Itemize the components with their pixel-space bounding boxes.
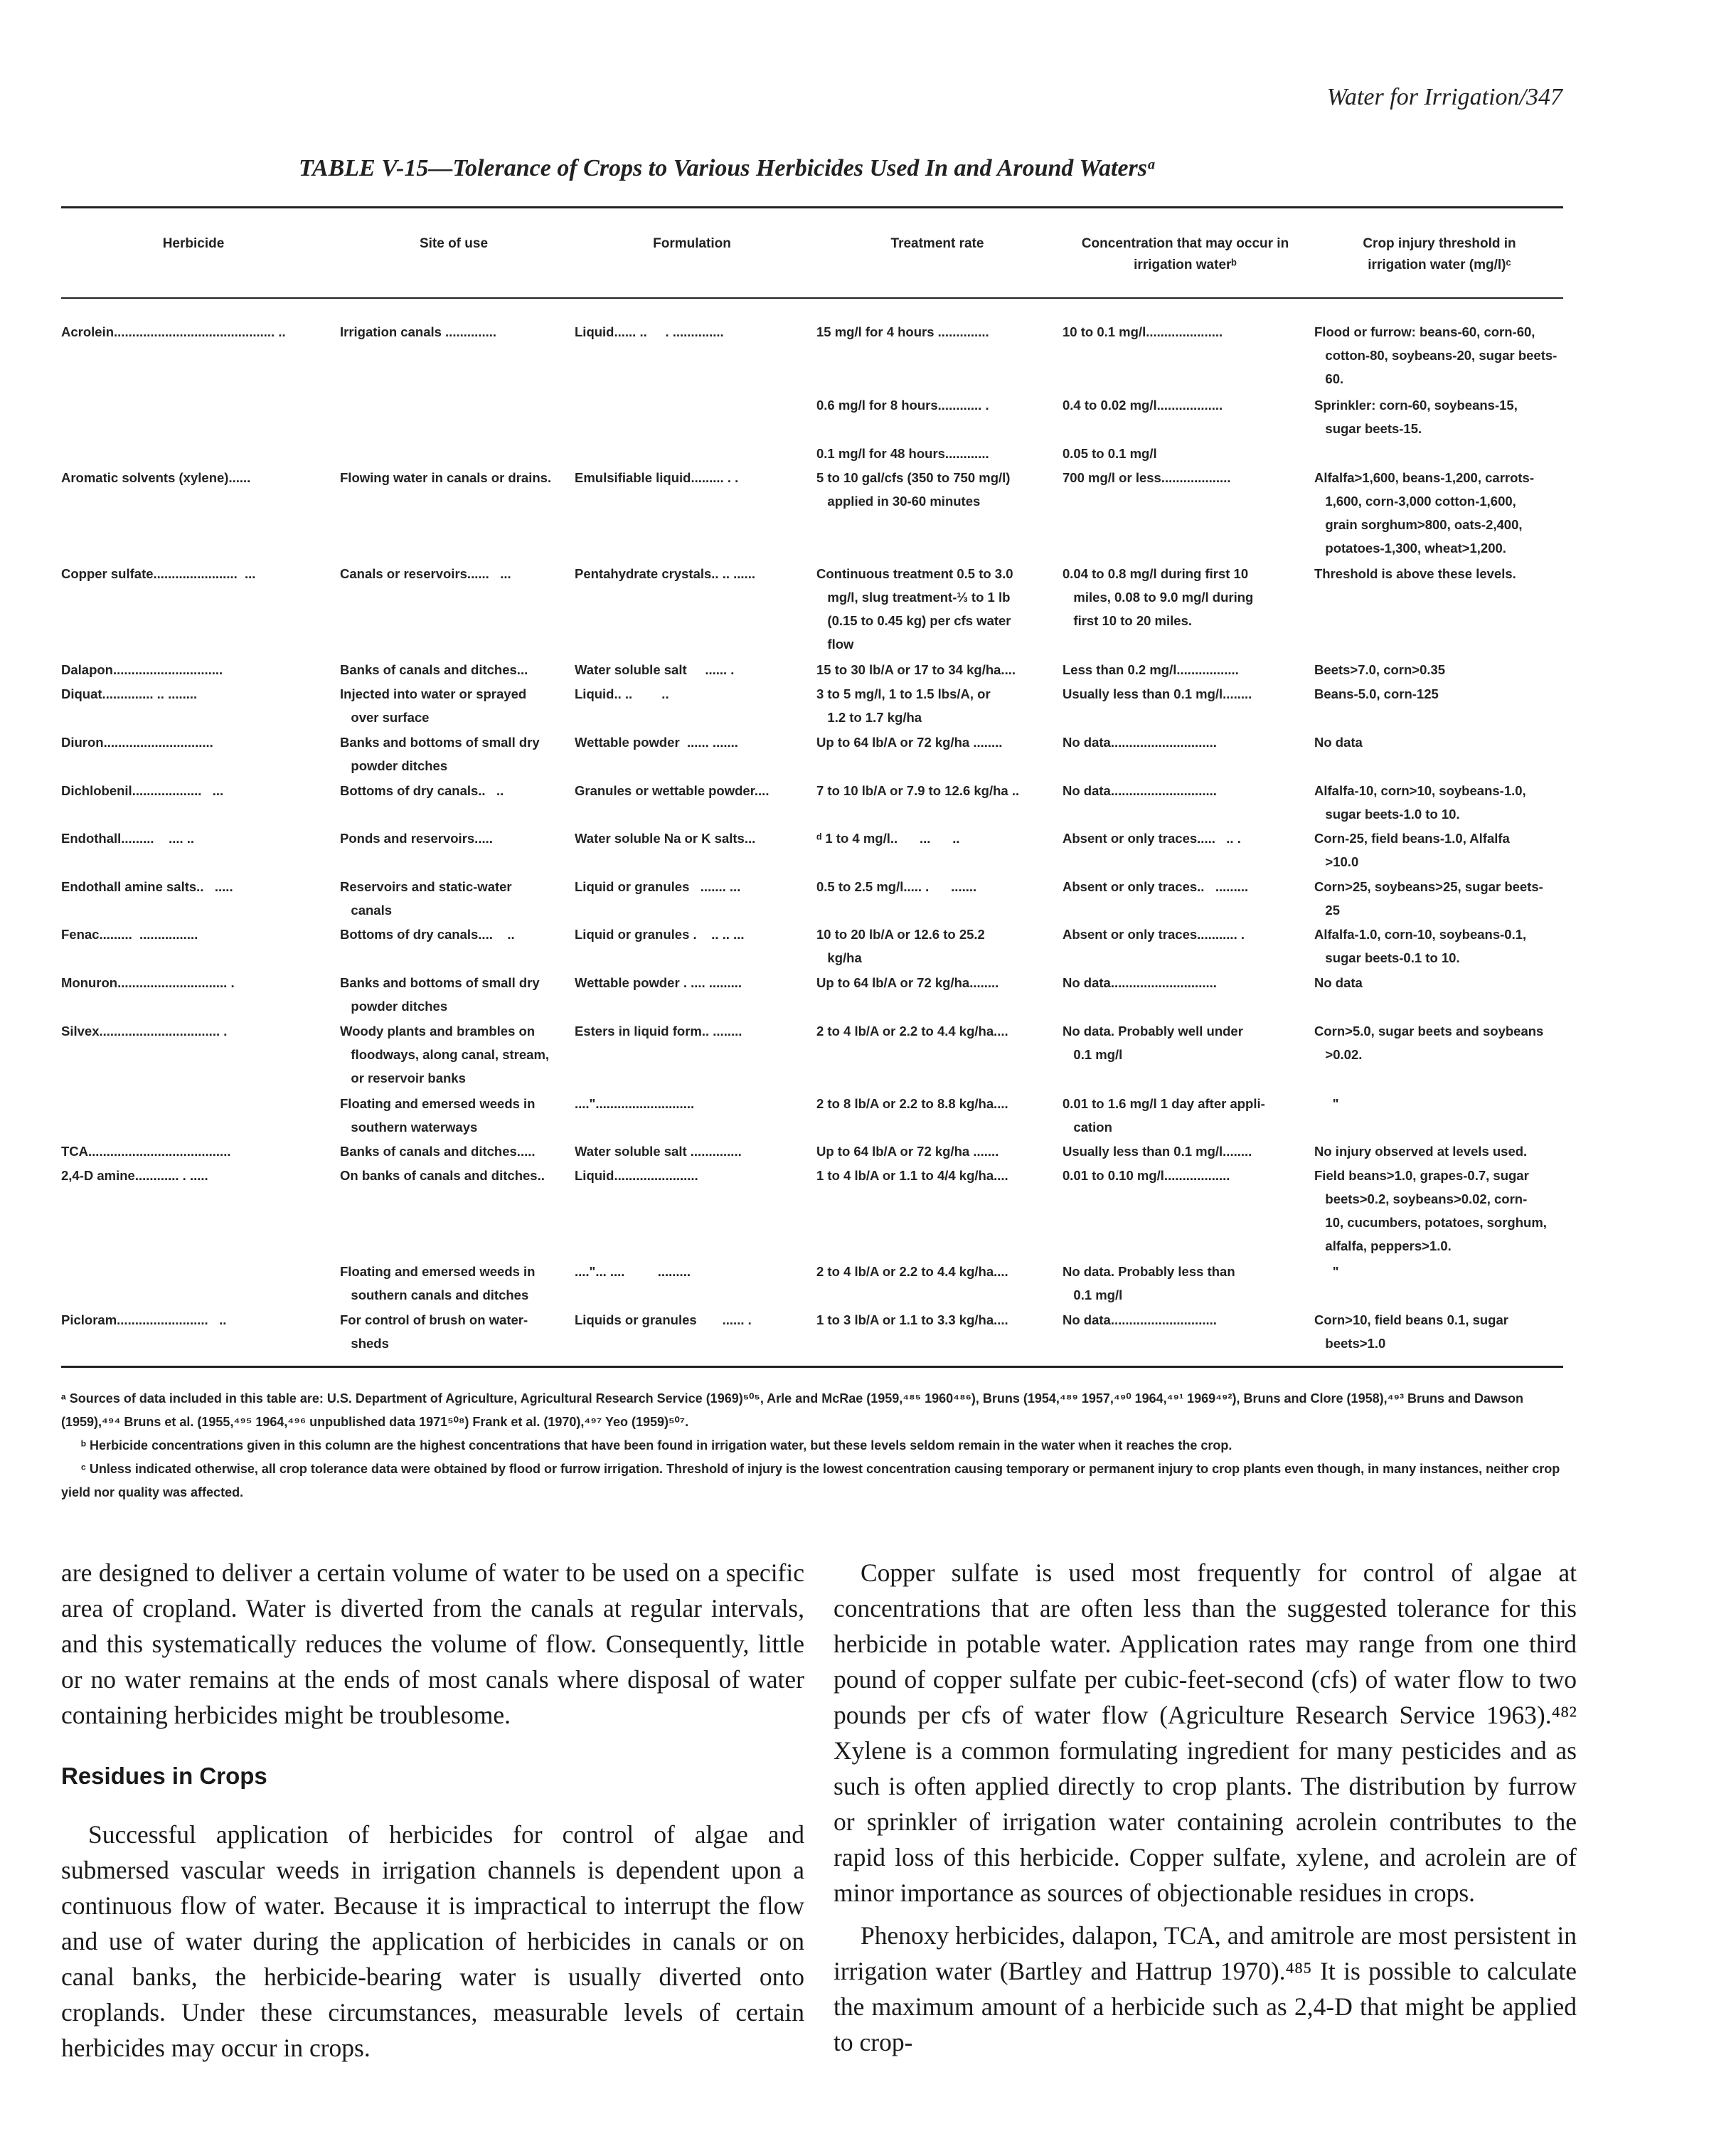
table-cell: Irrigation canals .............. bbox=[340, 324, 497, 339]
table-cell: Wettable powder ...... ....... bbox=[575, 735, 738, 750]
right-text-column bbox=[834, 1555, 1577, 2060]
table-cell: Absent or only traces........... . bbox=[1063, 927, 1245, 942]
table-cell: Endothall amine salts.. ..... bbox=[61, 879, 233, 894]
running-head: Water for Irrigation/347 bbox=[1326, 84, 1562, 110]
table-cell: Beets>7.0, corn>0.35 bbox=[1314, 662, 1446, 677]
table-cell: Diquat.............. .. ........ bbox=[61, 686, 198, 701]
table-cell: Usually less than 0.1 mg/l........ bbox=[1063, 686, 1252, 701]
table-cell: 2,4-D amine............ . ..... bbox=[61, 1168, 208, 1183]
table-cell: 0.4 to 0.02 mg/l.................. bbox=[1063, 398, 1223, 413]
table-cell: Banks of canals and ditches... bbox=[340, 662, 528, 677]
table-cell: For control of brush on water- sheds bbox=[340, 1312, 528, 1351]
table-cell: Injected into water or sprayed over surface bbox=[340, 686, 527, 725]
table-cell: Corn>25, soybeans>25, sugar beets- 25 bbox=[1314, 879, 1543, 918]
right-paragraph-1: Copper sulfate is used most frequently for control of algae at concentrations that are often less than the suggested tolerance for this herbicide in potable water. Application rates may range from one third pound of copper sulfate per cubic-feet-second (cfs) of water flow to two pounds per cfs of water flow (Agriculture Research Service 1963).⁴⁸² Xylene is a common formulating ingredient for many pesticides and as such is often applied directly to crop plants. The distribution by furrow or sprinkler of irrigation water containing acrolein contributes to the rapid loss of this herbicide. Copper sulfate, xylene, and acrolein are of minor importance as sources of objectionable residues in crops. bbox=[834, 1558, 1577, 1907]
table-cell: Beans-5.0, corn-125 bbox=[1314, 686, 1439, 701]
footnote-b: ᵇ Herbicide concentrations given in this column are the highest concentrations that have been found in irrigation water, but these levels seldom remain in the water when it reaches the crop. bbox=[81, 1438, 1232, 1452]
table-cell: Floating and emersed weeds in southern waterways bbox=[340, 1096, 536, 1135]
table-cell: Banks and bottoms of small dry powder ditches bbox=[340, 975, 540, 1014]
table-cell: Liquid...... .. . .............. bbox=[575, 324, 724, 339]
table-cell: No data bbox=[1314, 975, 1363, 990]
table-cell: 0.04 to 0.8 mg/l during first 10 miles, 0.08 to 9.0 mg/l during first 10 to 20 miles. bbox=[1063, 566, 1254, 628]
table-cell: 5 to 10 gal/cfs (350 to 750 mg/l) applied in 30-60 minutes bbox=[816, 470, 1011, 509]
left-text-column bbox=[61, 1555, 804, 2066]
table-footnotes bbox=[61, 1387, 1565, 1504]
table-cell: 3 to 5 mg/l, 1 to 1.5 lbs/A, or 1.2 to 1.7 kg/ha bbox=[816, 686, 991, 725]
table-cell: Flowing water in canals or drains. bbox=[340, 470, 552, 485]
table-cell: Liquids or granules ...... . bbox=[575, 1312, 752, 1327]
table-cell: Ponds and reservoirs..... bbox=[340, 831, 493, 846]
table-cell: " bbox=[1314, 1264, 1339, 1279]
table-cell: Water soluble Na or K salts... bbox=[575, 831, 756, 846]
table-cell: No data............................. bbox=[1063, 1312, 1217, 1327]
table-cell: No data bbox=[1314, 735, 1363, 750]
table-cell: Granules or wettable powder.... bbox=[575, 783, 770, 798]
table-cell: " bbox=[1314, 1096, 1339, 1111]
table-cell: 2 to 8 lb/A or 2.2 to 8.8 kg/ha.... bbox=[816, 1096, 1008, 1111]
table-cell: Up to 64 lb/A or 72 kg/ha........ bbox=[816, 975, 999, 990]
table-cell: No data............................. bbox=[1063, 975, 1217, 990]
table-cell: Liquid or granules . .. .. ... bbox=[575, 927, 745, 942]
table-cell: 0.01 to 0.10 mg/l.................. bbox=[1063, 1168, 1230, 1183]
table-cell: Field beans>1.0, grapes-0.7, sugar beets>0.2, soybeans>0.02, corn- 10, cucumbers, potatoes, sorghum, alfalfa, peppers>1.0. bbox=[1314, 1168, 1547, 1253]
table-cell: Corn-25, field beans-1.0, Alfalfa >10.0 bbox=[1314, 831, 1510, 869]
table-cell: ᵈ 1 to 4 mg/l.. ... .. bbox=[816, 831, 960, 846]
table-cell: Alfalfa-10, corn>10, soybeans-1.0, sugar beets-1.0 to 10. bbox=[1314, 783, 1526, 822]
table-cell: Up to 64 lb/A or 72 kg/ha ........ bbox=[816, 735, 1003, 750]
table-cell: Acrolein............................................ .. bbox=[61, 324, 286, 339]
table-cell: 0.5 to 2.5 mg/l..... . ....... bbox=[816, 879, 977, 894]
table-cell: Canals or reservoirs...... ... bbox=[340, 566, 511, 581]
table-cell: 1 to 3 lb/A or 1.1 to 3.3 kg/ha.... bbox=[816, 1312, 1008, 1327]
table-cell: No data. Probably well under 0.1 mg/l bbox=[1063, 1024, 1243, 1062]
column-header: Treatment rate bbox=[890, 236, 984, 251]
table-cell: Threshold is above these levels. bbox=[1314, 566, 1516, 581]
table-cell: Diuron.............................. bbox=[61, 735, 213, 750]
table-cell: 2 to 4 lb/A or 2.2 to 4.4 kg/ha.... bbox=[816, 1024, 1008, 1039]
table-cell: Usually less than 0.1 mg/l........ bbox=[1063, 1144, 1252, 1159]
table-cell: 700 mg/l or less................... bbox=[1063, 470, 1231, 485]
table-cell: 0.01 to 1.6 mg/l 1 day after appli- cation bbox=[1063, 1096, 1265, 1135]
table-cell: TCA....................................... bbox=[61, 1144, 231, 1159]
table-cell: No injury observed at levels used. bbox=[1314, 1144, 1528, 1159]
table-cell: No data............................. bbox=[1063, 735, 1217, 750]
left-paragraph-1: are designed to deliver a certain volume of water to be used on a specific area of cropland. Water is diverted from the canals at regular intervals, and this systematically reduces the volume of flow. Consequently, little or no water remains at the ends of most canals where disposal of water containing herbicides might be troublesome. bbox=[61, 1558, 804, 1729]
table-cell: Bottoms of dry canals.. .. bbox=[340, 783, 504, 798]
table-cell: Up to 64 lb/A or 72 kg/ha ....... bbox=[816, 1144, 999, 1159]
table-cell: Liquid....................... bbox=[575, 1168, 698, 1183]
table-cell: Absent or only traces.. ......... bbox=[1063, 879, 1249, 894]
column-header: Site of use bbox=[419, 236, 489, 251]
column-header: Crop injury threshold in irrigation water (mg/l)ᶜ bbox=[1363, 236, 1516, 272]
table-cell: Absent or only traces..... .. . bbox=[1063, 831, 1241, 846]
table-title: TABLE V-15—Tolerance of Crops to Various Herbicides Used In and Around Watersᵃ bbox=[299, 155, 1155, 181]
table-cell: 2 to 4 lb/A or 2.2 to 4.4 kg/ha.... bbox=[816, 1264, 1008, 1279]
table-cell: Banks of canals and ditches..... bbox=[340, 1144, 536, 1159]
table-cell: Picloram......................... .. bbox=[61, 1312, 227, 1327]
table-cell: Corn>5.0, sugar beets and soybeans >0.02. bbox=[1314, 1024, 1544, 1062]
column-header: Formulation bbox=[653, 236, 731, 251]
table-cell: Fenac......... ................ bbox=[61, 927, 198, 942]
table-cell: ...."... .... ......... bbox=[575, 1264, 691, 1279]
table-cell: Emulsifiable liquid......... . . bbox=[575, 470, 739, 485]
table-cell: Silvex................................. . bbox=[61, 1024, 228, 1039]
table-bottom-rule bbox=[61, 1366, 1563, 1368]
table-cell: Alfalfa>1,600, beans-1,200, carrots- 1,600, corn-3,000 cotton-1,600, grain sorghum>800, oats-2,400, potatoes-1,300, wheat>1,200. bbox=[1314, 470, 1535, 556]
table-cell: 1 to 4 lb/A or 1.1 to 4/4 kg/ha.... bbox=[816, 1168, 1008, 1183]
table-cell: 0.6 mg/l for 8 hours............ . bbox=[816, 398, 989, 413]
table-cell: Sprinkler: corn-60, soybeans-15, sugar beets-15. bbox=[1314, 398, 1518, 436]
table-cell: 0.05 to 0.1 mg/l bbox=[1063, 446, 1157, 461]
column-header: Herbicide bbox=[162, 236, 225, 251]
table-cell: Wettable powder . .... ......... bbox=[575, 975, 742, 990]
table-cell: Pentahydrate crystals.. .. ...... bbox=[575, 566, 755, 581]
table-cell: Copper sulfate....................... ... bbox=[61, 566, 256, 581]
column-header: Concentration that may occur in irrigation waterᵇ bbox=[1081, 236, 1289, 272]
table-cell: 15 mg/l for 4 hours .............. bbox=[816, 324, 989, 339]
table-cell: Flood or furrow: beans-60, corn-60, cotton-80, soybeans-20, sugar beets- 60. bbox=[1314, 324, 1557, 386]
section-heading: Residues in Crops bbox=[61, 1763, 267, 1789]
table-cell: Floating and emersed weeds in southern canals and ditches bbox=[340, 1264, 536, 1302]
table-cell: 0.1 mg/l for 48 hours............ bbox=[816, 446, 989, 461]
footnote-a: ᵃ Sources of data included in this table are: U.S. Department of Agriculture, Agricultural Research Service (1969)⁵⁰⁵, Arle and McRae (1959,⁴⁸⁵ 1960⁴⁸⁶), Bruns (1954,⁴⁸⁹ 1957,⁴⁹⁰ 1964,⁴⁹¹ 1969⁴⁹²), Bruns and Clore (1958),⁴⁹³ Bruns and Dawson (1959),⁴⁹⁴ Bruns et al. (1955,⁴⁹⁵ 1964,⁴⁹⁶ unpublished data 1971⁵⁰⁸) Frank et al. (1970),⁴⁹⁷ Yeo (1959)⁵⁰⁷. bbox=[61, 1391, 1524, 1429]
table-cell: ...."........................... bbox=[575, 1096, 695, 1111]
table-cell: Water soluble salt .............. bbox=[575, 1144, 742, 1159]
table-cell: Reservoirs and static-water canals bbox=[340, 879, 512, 918]
table-cell: No data............................. bbox=[1063, 783, 1217, 798]
table-cell: 10 to 0.1 mg/l..................... bbox=[1063, 324, 1223, 339]
table-cell: 7 to 10 lb/A or 7.9 to 12.6 kg/ha .. bbox=[816, 783, 1020, 798]
table-cell: Less than 0.2 mg/l................. bbox=[1063, 662, 1239, 677]
left-paragraph-2: Successful application of herbicides for control of algae and submersed vascular weeds in irrigation channels is dependent upon a continuous flow of water. Because it is impractical to interrupt the flow and use of water during the application of herbicides in canals or on canal banks, the herbicide-bearing water is usually diverted onto croplands. Under these circumstances, measurable levels of certain herbicides may occur in crops. bbox=[61, 1820, 804, 2062]
table-cell: Continuous treatment 0.5 to 3.0 mg/l, slug treatment-⅓ to 1 lb (0.15 to 0.45 kg) per cfs water flow bbox=[816, 566, 1013, 652]
footnote-c: ᶜ Unless indicated otherwise, all crop tolerance data were obtained by flood or furrow irrigation. Threshold of injury is the lowest concentration causing temporary or permanent injury to crop plants even though, in many instances, neither crop yield nor quality was affected. bbox=[61, 1462, 1560, 1499]
table-cell: Liquid.. .. .. bbox=[575, 686, 669, 701]
table-cell: Water soluble salt ...... . bbox=[575, 662, 735, 677]
table-cell: No data. Probably less than 0.1 mg/l bbox=[1063, 1264, 1235, 1302]
table-cell: Liquid or granules ....... ... bbox=[575, 879, 741, 894]
table-cell: Endothall......... .... .. bbox=[61, 831, 195, 846]
table-cell: Banks and bottoms of small dry powder ditches bbox=[340, 735, 540, 773]
table-cell: Monuron.............................. . bbox=[61, 975, 235, 990]
table-cell: Bottoms of dry canals.... .. bbox=[340, 927, 515, 942]
table-cell: Corn>10, field beans 0.1, sugar beets>1.0 bbox=[1314, 1312, 1508, 1351]
right-paragraph-2: Phenoxy herbicides, dalapon, TCA, and amitrole are most persistent in irrigation water (Bartley and Hattrup 1970).⁴⁸⁵ It is possible to calculate the maximum amount of a herbicide such as 2,4-D that might be applied to crop- bbox=[834, 1921, 1577, 2056]
table-cell: Dalapon.............................. bbox=[61, 662, 223, 677]
table-cell: 10 to 20 lb/A or 12.6 to 25.2 kg/ha bbox=[816, 927, 985, 965]
table-cell: 15 to 30 lb/A or 17 to 34 kg/ha.... bbox=[816, 662, 1016, 677]
table-cell: Alfalfa-1.0, corn-10, soybeans-0.1, sugar beets-0.1 to 10. bbox=[1314, 927, 1527, 965]
table-cell: Dichlobenil................... ... bbox=[61, 783, 224, 798]
table-cell: Aromatic solvents (xylene)...... bbox=[61, 470, 251, 485]
table-cell: Woody plants and brambles on floodways, along canal, stream, or reservoir banks bbox=[340, 1024, 550, 1085]
table-cell: Esters in liquid form.. ........ bbox=[575, 1024, 742, 1039]
table-cell: On banks of canals and ditches.. bbox=[340, 1168, 545, 1183]
